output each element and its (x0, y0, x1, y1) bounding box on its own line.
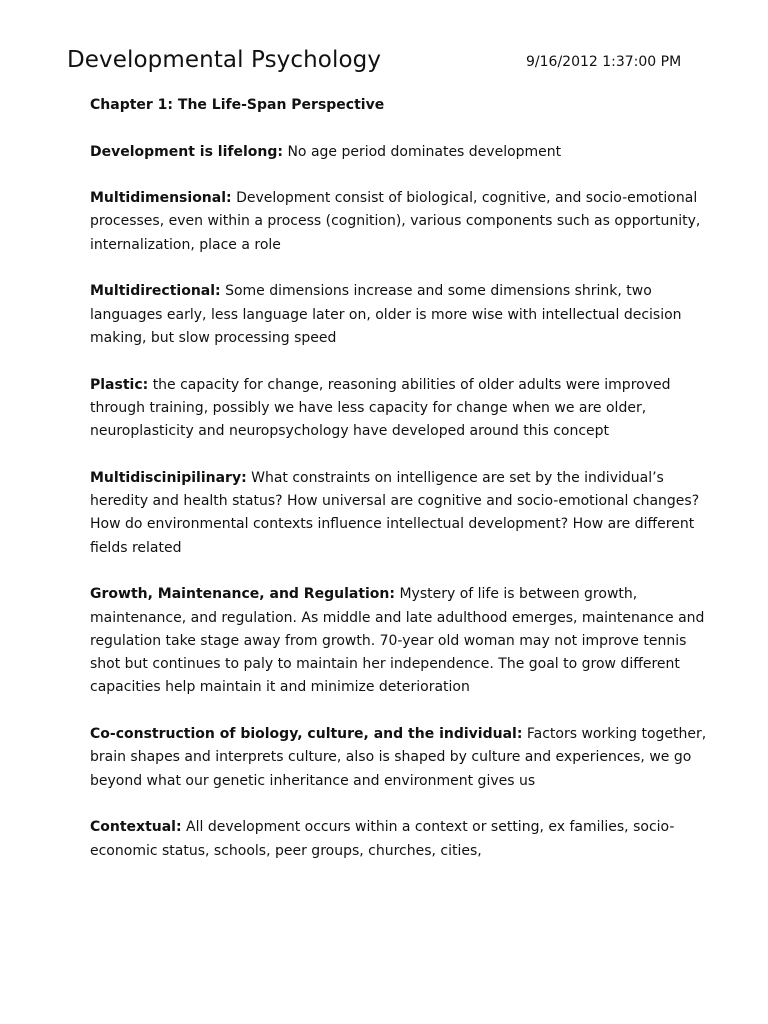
section-term: Multidiscinipilinary: (90, 469, 247, 486)
section-text: What constraints on intelligence are set by the individual’s heredity and health status? How universal are cognitive and socio-emotional changes? How do environmental contexts influence intellectual development? How are different fields related (90, 469, 700, 556)
section-text: All development occurs within a context or setting, ex families, socio-economic status, schools, peer groups, churches, cities, (90, 819, 675, 859)
section-text: the capacity for change, reasoning abilities of older adults were improved through training, possibly we have less capacity for change when we are older, neuroplasticity and neuropsychology have developed around this concept (90, 376, 671, 440)
document-datetime: 9/16/2012 1:37:00 PM (526, 54, 682, 70)
section-text: Factors working together, brain shapes and interprets culture, also is shaped by culture and experiences, we go beyond what our genetic inheritance and environment gives us (90, 726, 707, 789)
section-lifelong (90, 141, 710, 164)
section-term: Multidimensional: (90, 190, 232, 207)
section-growth-maintenance-regulation (90, 583, 710, 699)
section-term: Development is lifelong: (90, 143, 283, 160)
section-multidisciplinary (90, 467, 710, 560)
section-text: No age period dominates development (287, 143, 562, 160)
chapter-heading: Chapter 1: The Life-Span Perspective (90, 97, 385, 113)
section-term: Multidirectional: (90, 283, 221, 300)
section-text: Some dimensions increase and some dimensions shrink, two languages early, less language later on, older is more wise with intellectual decision making, but slow processing speed (90, 283, 682, 346)
section-term: Contextual: (90, 819, 182, 836)
document-body (90, 94, 710, 886)
section-text: Mystery of life is between growth, maintenance, and regulation. As middle and late adulthood emerges, maintenance and regulation take stage away from growth. 70-year old woman may not improve tennis shot but continues to paly to maintain her independence. The goal to grow different capacities help maintain it and minimize deterioration (90, 586, 705, 696)
section-co-construction (90, 723, 710, 793)
section-text: Development consist of biological, cognitive, and socio-emotional processes, even within a process (cognition), various components such as opportunity, internalization, place a role (90, 190, 701, 253)
section-term: Growth, Maintenance, and Regulation: (90, 586, 395, 603)
section-plastic (90, 374, 710, 444)
section-term: Co-construction of biology, culture, and the individual: (90, 726, 523, 743)
document-title: Developmental Psychology (67, 47, 382, 73)
section-multidimensional (90, 187, 710, 257)
section-term: Plastic: (90, 376, 149, 393)
section-multidirectional (90, 280, 710, 350)
section-contextual (90, 816, 710, 863)
